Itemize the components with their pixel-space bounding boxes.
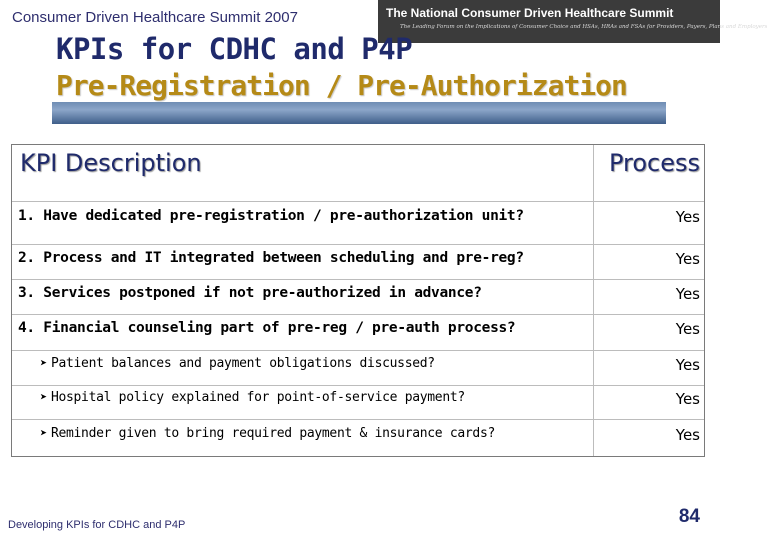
- row-divider: [12, 350, 704, 351]
- table-subrow-text: Patient balances and payment obligations discussed?: [50, 356, 435, 371]
- table-row-value: Yes: [675, 250, 700, 268]
- footer-text: Developing KPIs for CDHC and P4P: [8, 519, 186, 531]
- table-subrow-text: Reminder given to bring required payment & insurance cards?: [50, 426, 496, 441]
- table-row-value: Yes: [675, 208, 700, 226]
- arrow-right-icon: ➤: [40, 356, 47, 370]
- summit-banner: [378, 0, 767, 43]
- row-divider: [12, 314, 704, 315]
- table-row-value: Yes: [675, 390, 700, 408]
- table-row-value: Yes: [675, 426, 700, 444]
- row-divider: [12, 244, 704, 245]
- column-divider: [593, 145, 594, 456]
- banner-title: The National Consumer Driven Healthcare Summit: [386, 6, 674, 20]
- title-underline-bar: [52, 102, 666, 124]
- table-row-value: Yes: [675, 356, 700, 374]
- arrow-right-icon: ➤: [40, 390, 47, 404]
- table-row-text: 3. Services postponed if not pre-authorized in advance?: [18, 285, 482, 301]
- table-row-text: 2. Process and IT integrated between scheduling and pre-reg?: [18, 250, 524, 266]
- arrow-right-icon: ➤: [40, 426, 47, 440]
- kpi-table: [11, 144, 705, 457]
- process-header: Process: [608, 149, 700, 177]
- row-divider: [12, 419, 704, 420]
- slide-title: KPIs for CDHC and P4P: [56, 32, 413, 66]
- event-label: Consumer Driven Healthcare Summit 2007: [12, 9, 298, 26]
- table-subrow: [40, 356, 435, 371]
- kpi-description-header: KPI Description: [20, 149, 202, 177]
- table-subrow: [40, 390, 465, 405]
- table-subrow-text: Hospital policy explained for point-of-service payment?: [50, 390, 465, 405]
- table-row-text: 1. Have dedicated pre-registration / pre-authorization unit?: [18, 208, 524, 224]
- row-divider: [12, 279, 704, 280]
- page-number: 84: [678, 506, 700, 527]
- slide-subtitle: Pre-Registration / Pre-Authorization: [56, 69, 627, 102]
- table-row-text: 4. Financial counseling part of pre-reg / pre-auth process?: [18, 320, 516, 336]
- row-divider: [12, 201, 704, 202]
- table-row-value: Yes: [675, 285, 700, 303]
- table-row-value: Yes: [675, 320, 700, 338]
- banner-subtitle: The Leading Forum on the Implications of Consumer Choice and HSAs, HRAs and FSAs for Providers, Payers, Plans and Employers: [400, 24, 767, 30]
- table-subrow: [40, 426, 495, 441]
- row-divider: [12, 385, 704, 386]
